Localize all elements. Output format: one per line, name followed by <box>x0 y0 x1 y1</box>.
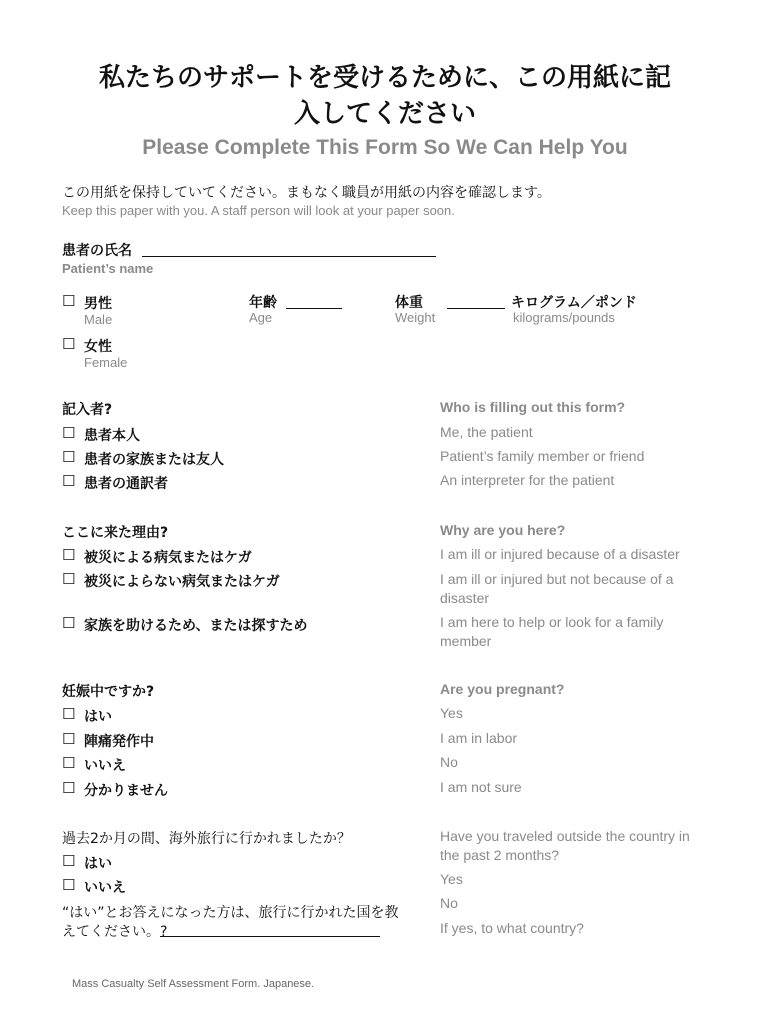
pregnant-option-en: No <box>440 754 458 770</box>
travel-option-checkbox[interactable]: ☐ <box>62 876 76 894</box>
who-option-en: Patient’s family member or friend <box>440 448 645 464</box>
weight-unit-en: kilograms/pounds <box>513 310 615 325</box>
why-option-en: I am ill or injured because of a disaster <box>440 546 680 562</box>
who-option-ja: 患者の家族または友人 <box>84 452 224 468</box>
female-label-ja: 女性 <box>84 339 112 355</box>
who-option-checkbox[interactable]: ☐ <box>62 472 76 490</box>
travel-option-en: Yes <box>440 871 463 887</box>
patient-name-field[interactable] <box>142 256 436 257</box>
travel-question-ja: 過去2か月の間、海外旅行に行かれましたか？ <box>62 831 351 847</box>
why-option-checkbox[interactable]: ☐ <box>62 546 76 564</box>
why-option-ja: 被災による病気またはケガ <box>84 550 252 566</box>
pregnant-option-checkbox[interactable]: ☐ <box>62 754 76 772</box>
pregnant-option-ja: 陣痛発作中 <box>84 734 154 750</box>
pregnant-question-ja: 妊娠中ですか? <box>62 684 155 700</box>
who-option-checkbox[interactable]: ☐ <box>62 448 76 466</box>
weight-label-ja: 体重 <box>395 295 423 311</box>
intro-en: Keep this paper with you. A staff person will look at your paper soon. <box>62 203 455 218</box>
travel-option-checkbox[interactable]: ☐ <box>62 852 76 870</box>
pregnant-option-en: I am in labor <box>440 730 518 746</box>
page-title-en: Please Complete This Form So We Can Help You <box>142 136 628 159</box>
male-label-ja: 男性 <box>84 296 112 312</box>
why-question-ja: ここに来た理由? <box>62 525 169 541</box>
pregnant-option-en: I am not sure <box>440 779 522 795</box>
weight-unit-ja: キログラム／ポンド <box>511 295 637 311</box>
footer-text: Mass Casualty Self Assessment Form. Japanese. <box>72 978 315 990</box>
patient-name-label-en: Patient’s name <box>62 261 154 276</box>
travel-option-ja: いいえ <box>84 880 126 896</box>
why-question-en: Why are you here? <box>440 522 566 538</box>
page-title-ja-line2: 入してください <box>293 99 476 129</box>
why-option-ja: 被災によらない病気またはケガ <box>84 574 280 590</box>
who-option-ja: 患者の通訳者 <box>84 476 168 492</box>
why-option-checkbox[interactable]: ☐ <box>62 614 76 632</box>
pregnant-option-checkbox[interactable]: ☐ <box>62 705 76 723</box>
why-option-en: I am here to help or look for a family member <box>440 614 664 649</box>
weight-label-en: Weight <box>395 310 436 325</box>
pregnant-option-checkbox[interactable]: ☐ <box>62 730 76 748</box>
age-label-ja: 年齢 <box>249 295 277 311</box>
female-label-en: Female <box>84 355 128 370</box>
patient-name-label-ja: 患者の氏名 <box>62 243 132 259</box>
female-checkbox[interactable]: ☐ <box>62 335 76 353</box>
who-option-checkbox[interactable]: ☐ <box>62 424 76 442</box>
pregnant-option-ja: いいえ <box>84 758 126 774</box>
travel-country-ja-line2: えてください。? <box>62 924 168 940</box>
pregnant-option-en: Yes <box>440 705 463 721</box>
page-title-ja-line1: 私たちのサポートを受けるために、この用紙に記 <box>98 63 671 93</box>
travel-country-en: If yes, to what country? <box>440 920 584 936</box>
pregnant-question-en: Are you pregnant? <box>440 681 565 697</box>
why-option-en: I am ill or injured but not because of a disaster <box>440 571 674 606</box>
why-option-ja: 家族を助けるため、または探すため <box>84 618 308 634</box>
who-option-en: An interpreter for the patient <box>440 472 615 488</box>
why-option-checkbox[interactable]: ☐ <box>62 570 76 588</box>
travel-question-en: Have you traveled outside the country in the past 2 months? <box>440 828 690 863</box>
male-label-en: Male <box>84 312 113 327</box>
travel-country-ja-line1: “はい”とお答えになった方は、旅行に行かれた国を教 <box>62 905 399 921</box>
pregnant-option-ja: 分かりません <box>84 783 168 799</box>
pregnant-option-checkbox[interactable]: ☐ <box>62 779 76 797</box>
age-label-en: Age <box>249 310 273 325</box>
who-question-ja: 記入者? <box>62 402 113 418</box>
who-option-ja: 患者本人 <box>84 428 140 444</box>
male-checkbox[interactable]: ☐ <box>62 292 76 310</box>
intro-ja: この用紙を保持していてください。まもなく職員が用紙の内容を確認します。 <box>62 185 551 201</box>
travel-option-ja: はい <box>84 856 112 872</box>
weight-field[interactable] <box>447 308 505 309</box>
who-option-en: Me, the patient <box>440 424 533 440</box>
travel-country-field[interactable] <box>160 936 380 937</box>
who-question-en: Who is filling out this form? <box>440 399 626 415</box>
travel-option-en: No <box>440 895 458 911</box>
pregnant-option-ja: はい <box>84 709 112 725</box>
age-field[interactable] <box>286 308 342 309</box>
